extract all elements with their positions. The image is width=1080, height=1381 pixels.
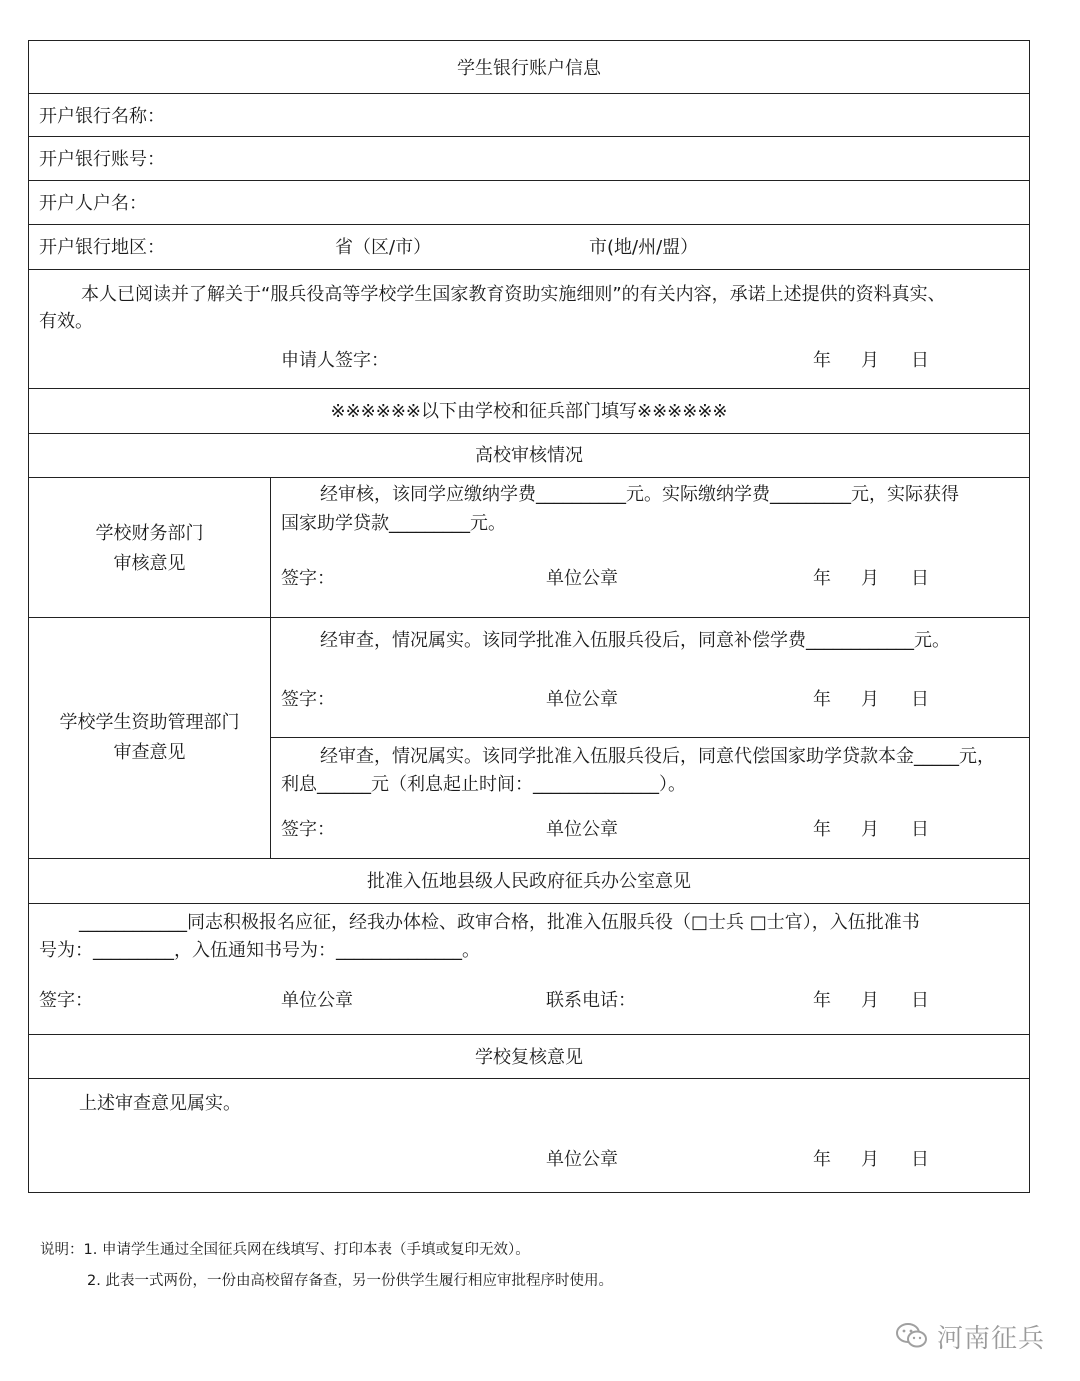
watermark-text: 河南征兵	[937, 1323, 1046, 1354]
school-recheck-header	[29, 1035, 1029, 1079]
recruitment-office-row	[29, 904, 1029, 1035]
date-month: 月	[861, 568, 879, 589]
date-year: 年	[813, 350, 831, 371]
school-recheck-row	[29, 1079, 1029, 1192]
divider-text: ※※※※※※以下由学校和征兵部门填写※※※※※※	[330, 401, 728, 422]
loan-seal-label: 单位公章	[546, 819, 618, 840]
account-number-row	[29, 137, 1029, 181]
recruitment-office-title: 批准入伍地县级人民政府征兵办公室意见	[367, 871, 691, 892]
recruitment-text-line2: 号为：_________，入伍通知书号为：______________。	[39, 940, 480, 961]
date-day: 日	[911, 819, 929, 840]
bank-name-label: 开户银行名称：	[39, 106, 165, 127]
date-year: 年	[813, 568, 831, 589]
city-label: 市(地/州/盟）	[589, 237, 699, 258]
date-day: 日	[911, 990, 929, 1011]
school-recheck-seal-label: 单位公章	[546, 1149, 618, 1170]
bank-info-header	[29, 41, 1029, 94]
date-day: 日	[911, 689, 929, 710]
date-day: 日	[911, 1149, 929, 1170]
recruitment-office-header	[29, 859, 1029, 904]
date-month: 月	[861, 1149, 879, 1170]
application-form	[28, 40, 1030, 1193]
bank-region-label: 开户银行地区：	[39, 237, 165, 258]
aid-inner-divider	[270, 737, 1029, 738]
pledge-text-line2: 有效。	[39, 311, 93, 332]
province-label: 省（区/市）	[335, 237, 432, 258]
wechat-icon	[895, 1322, 929, 1350]
school-recheck-text: 上述审查意见属实。	[79, 1093, 241, 1114]
account-holder-label: 开户人户名：	[39, 193, 147, 214]
bank-name-row	[29, 94, 1029, 137]
date-day: 日	[911, 568, 929, 589]
finance-review-row	[29, 478, 1029, 618]
finance-dept-label-line1: 学校财务部门	[95, 523, 204, 544]
watermark	[895, 1316, 1045, 1356]
finance-review-text-line2: 国家助学贷款_________元。	[281, 513, 506, 534]
bank-region-row	[29, 225, 1029, 270]
date-month: 月	[861, 990, 879, 1011]
loan-compensation-text-line2: 利息______元（利息起止时间：______________）。	[281, 774, 686, 795]
divider-row	[29, 389, 1029, 434]
loan-sign-label: 签字：	[281, 819, 335, 840]
finance-dept-label-line2: 审核意见	[113, 553, 186, 574]
note-line1: 说明：1. 申请学生通过全国征兵网在线填写、打印本表（手填或复印无效）。	[40, 1242, 530, 1258]
finance-review-text-line1: 经审核，该同学应缴纳学费__________元。实际缴纳学费_________元，实际获得	[320, 484, 959, 505]
bank-info-title: 学生银行账户信息	[457, 58, 601, 79]
loan-compensation-text-line1: 经审查，情况属实。该同学批准入伍服兵役后，同意代偿国家助学贷款本金_____元，	[320, 746, 995, 767]
school-recheck-title: 学校复核意见	[475, 1047, 583, 1068]
review-column-divider	[270, 478, 271, 859]
tuition-sign-label: 签字：	[281, 689, 335, 710]
university-review-title: 高校审核情况	[475, 445, 583, 466]
note-line2: 2. 此表一式两份，一份由高校留存备查，另一份供学生履行相应审批程序时使用。	[87, 1273, 613, 1289]
date-month: 月	[861, 819, 879, 840]
aid-dept-label-line2: 审查意见	[113, 742, 186, 763]
pledge-row	[29, 270, 1029, 389]
applicant-signature-label: 申请人签字：	[281, 350, 389, 371]
date-year: 年	[813, 689, 831, 710]
account-number-label: 开户银行账号：	[39, 149, 165, 170]
recruitment-text-line1: ____________同志积极报名应征，经我办体检、政审合格，批准入伍服兵役（□士兵 □士官），入伍批准书	[79, 912, 920, 933]
date-year: 年	[813, 990, 831, 1011]
contact-phone-label: 联系电话：	[546, 990, 636, 1011]
tuition-compensation-text: 经审查，情况属实。该同学批准入伍服兵役后，同意补偿学费____________元。	[320, 630, 950, 651]
account-holder-row	[29, 181, 1029, 225]
finance-sign-label: 签字：	[281, 568, 335, 589]
pledge-text-line1: 本人已阅读并了解关于“服兵役高等学校学生国家教育资助实施细则”的有关内容，承诺上述提供的资料真实、	[81, 284, 946, 305]
aid-review-row	[29, 618, 1029, 859]
date-year: 年	[813, 1149, 831, 1170]
finance-seal-label: 单位公章	[546, 568, 618, 589]
date-day: 日	[911, 350, 929, 371]
recruitment-sign-label: 签字：	[39, 990, 93, 1011]
aid-dept-label-line1: 学校学生资助管理部门	[59, 712, 240, 733]
date-month: 月	[861, 350, 879, 371]
date-year: 年	[813, 819, 831, 840]
university-review-header	[29, 434, 1029, 478]
tuition-seal-label: 单位公章	[546, 689, 618, 710]
recruitment-seal-label: 单位公章	[281, 990, 353, 1011]
date-month: 月	[861, 689, 879, 710]
